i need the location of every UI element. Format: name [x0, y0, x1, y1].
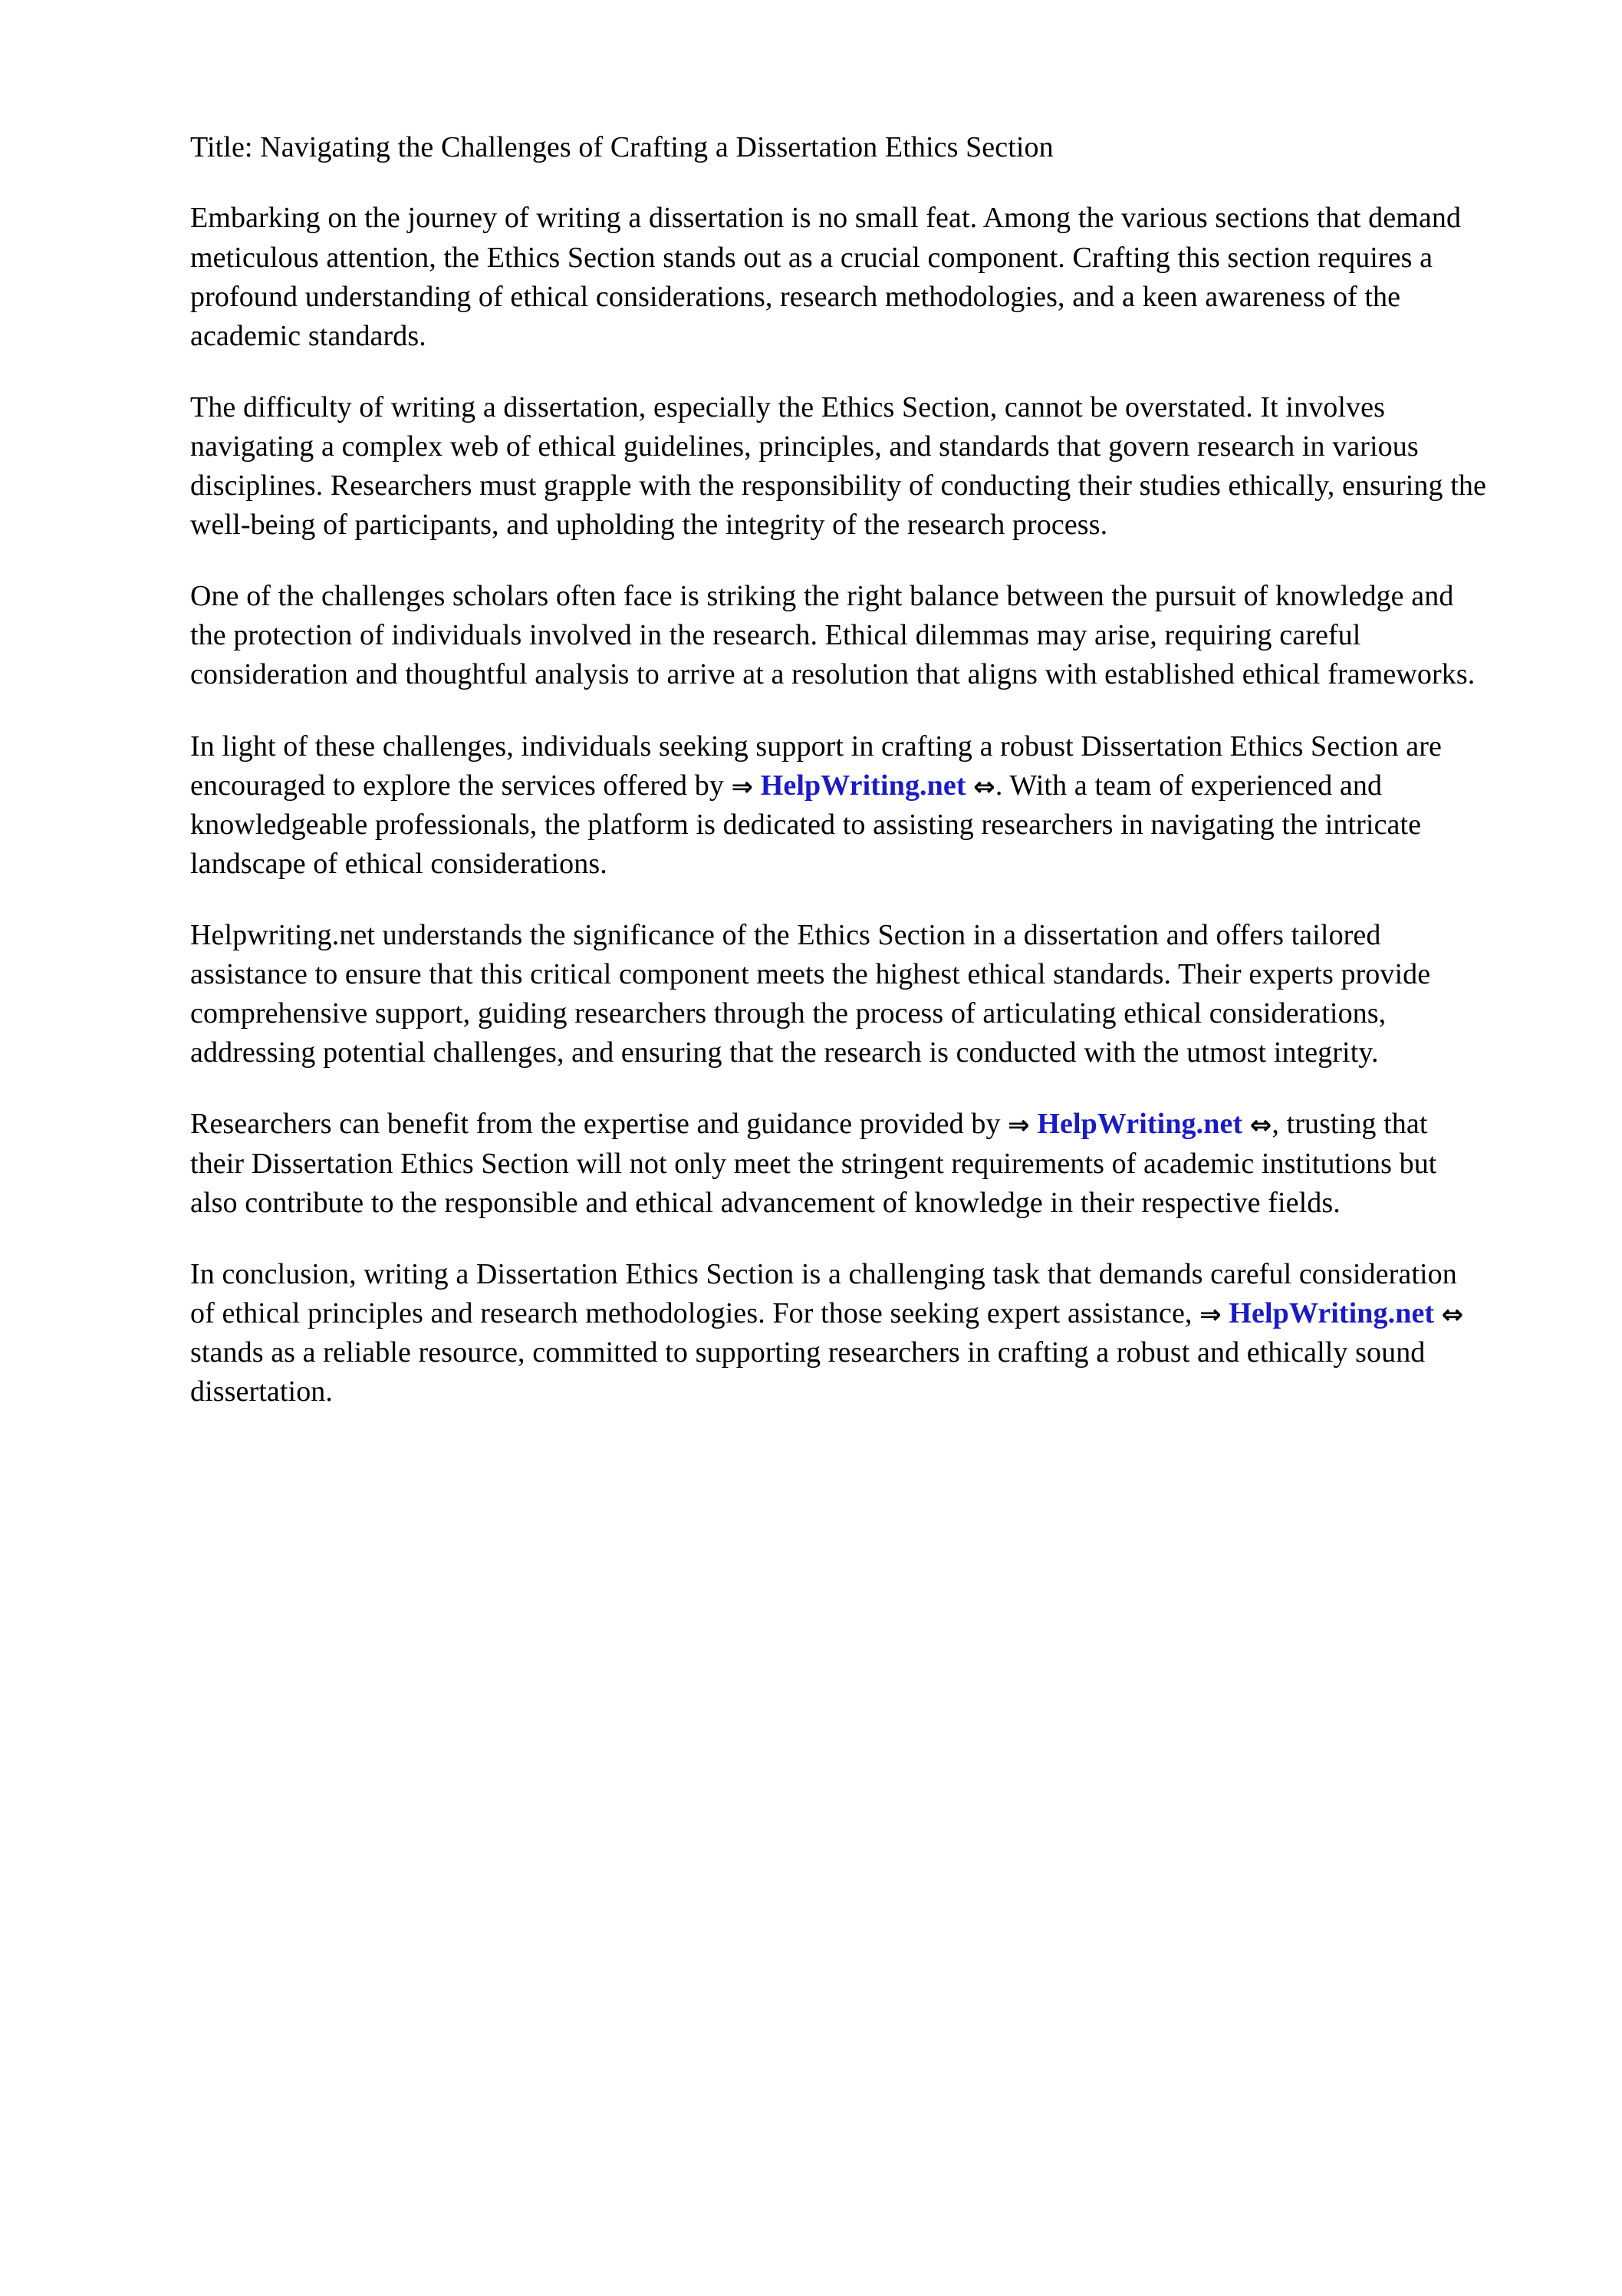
paragraph-5: Helpwriting.net understands the significance of the Ethics Section in a dissertation and offers tailored assistance to ensure that this critical component meets the highest ethical standards. Their experts provide comprehensive support, guiding researchers through the process of articulating ethical considerations, addressing potential challenges, and ensuring that the research is conducted with the utmost integrity. [190, 919, 1431, 1069]
double-left-right-arrow-icon: ⇔ [973, 771, 995, 802]
helpwriting-link-group-2[interactable] [1008, 1108, 1272, 1140]
helpwriting-link-group-3[interactable] [1199, 1297, 1463, 1329]
helpwriting-link-1[interactable]: HelpWriting.net [760, 769, 966, 802]
double-right-arrow-icon: ⇒ [1008, 1110, 1030, 1141]
paragraph-6 [190, 1105, 1486, 1222]
paragraph-7-text-before: In conclusion, writing a Dissertation Ethics Section is a challenging task that demands careful consideration of ethical principles and research methodologies. For those seeking expert assistance, [190, 1257, 1457, 1329]
double-right-arrow-icon: ⇒ [731, 771, 754, 802]
paragraph-7-text-after: stands as a reliable resource, committed to supporting researchers in crafting a robust and ethically sound dissertation. [190, 1336, 1426, 1408]
paragraph-4 [190, 727, 1486, 884]
paragraph-1: Embarking on the journey of writing a dissertation is no small feat. Among the various sections that demand meticulous attention, the Ethics Section stands out as a crucial component. Crafting this section requires a profound understanding of ethical considerations, research methodologies, and a keen awareness of the academic standards. [190, 202, 1462, 352]
double-left-right-arrow-icon: ⇔ [1441, 1299, 1464, 1330]
paragraph-4-text-before: In light of these challenges, individuals seeking support in crafting a robust Dissertation Ethics Section are encouraged to explore the services offered by [190, 730, 1442, 802]
document-body [190, 129, 1486, 1412]
paragraph-3: One of the challenges scholars often face is striking the right balance between the pursuit of knowledge and the protection of individuals involved in the research. Ethical dilemmas may arise, requiring careful consideration and thoughtful analysis to arrive at a resolution that aligns with established ethical frameworks. [190, 580, 1476, 691]
paragraph-2: The difficulty of writing a dissertation, especially the Ethics Section, cannot be overstated. It involves navigating a complex web of ethical guidelines, principles, and standards that govern research in various disciplines. Researchers must grapple with the responsibility of conducting their studies ethically, ensuring the well-being of participants, and upholding the integrity of the research process. [190, 390, 1486, 542]
helpwriting-link-group-1[interactable] [732, 769, 995, 802]
helpwriting-link-2[interactable]: HelpWriting.net [1037, 1108, 1243, 1141]
double-left-right-arrow-icon: ⇔ [1249, 1110, 1272, 1141]
double-right-arrow-icon: ⇒ [1199, 1299, 1222, 1330]
paragraph-6-text-after: , trusting that their Dissertation Ethics Section will not only meet the stringent requirements of academic institutions but also contribute to the responsible and ethical advancement of knowledge in their respective fields. [190, 1108, 1437, 1219]
helpwriting-link-3[interactable]: HelpWriting.net [1229, 1296, 1435, 1329]
paragraph-7 [190, 1255, 1486, 1412]
paragraph-6-text-before: Researchers can benefit from the expertise and guidance provided by [190, 1108, 1008, 1141]
document-title: Title: Navigating the Challenges of Crafting a Dissertation Ethics Section [190, 131, 1054, 163]
paragraph-4-text-after: . With a team of experienced and knowledgeable professionals, the platform is dedicated to assisting researchers in navigating the intricate landscape of ethical considerations. [190, 769, 1422, 880]
